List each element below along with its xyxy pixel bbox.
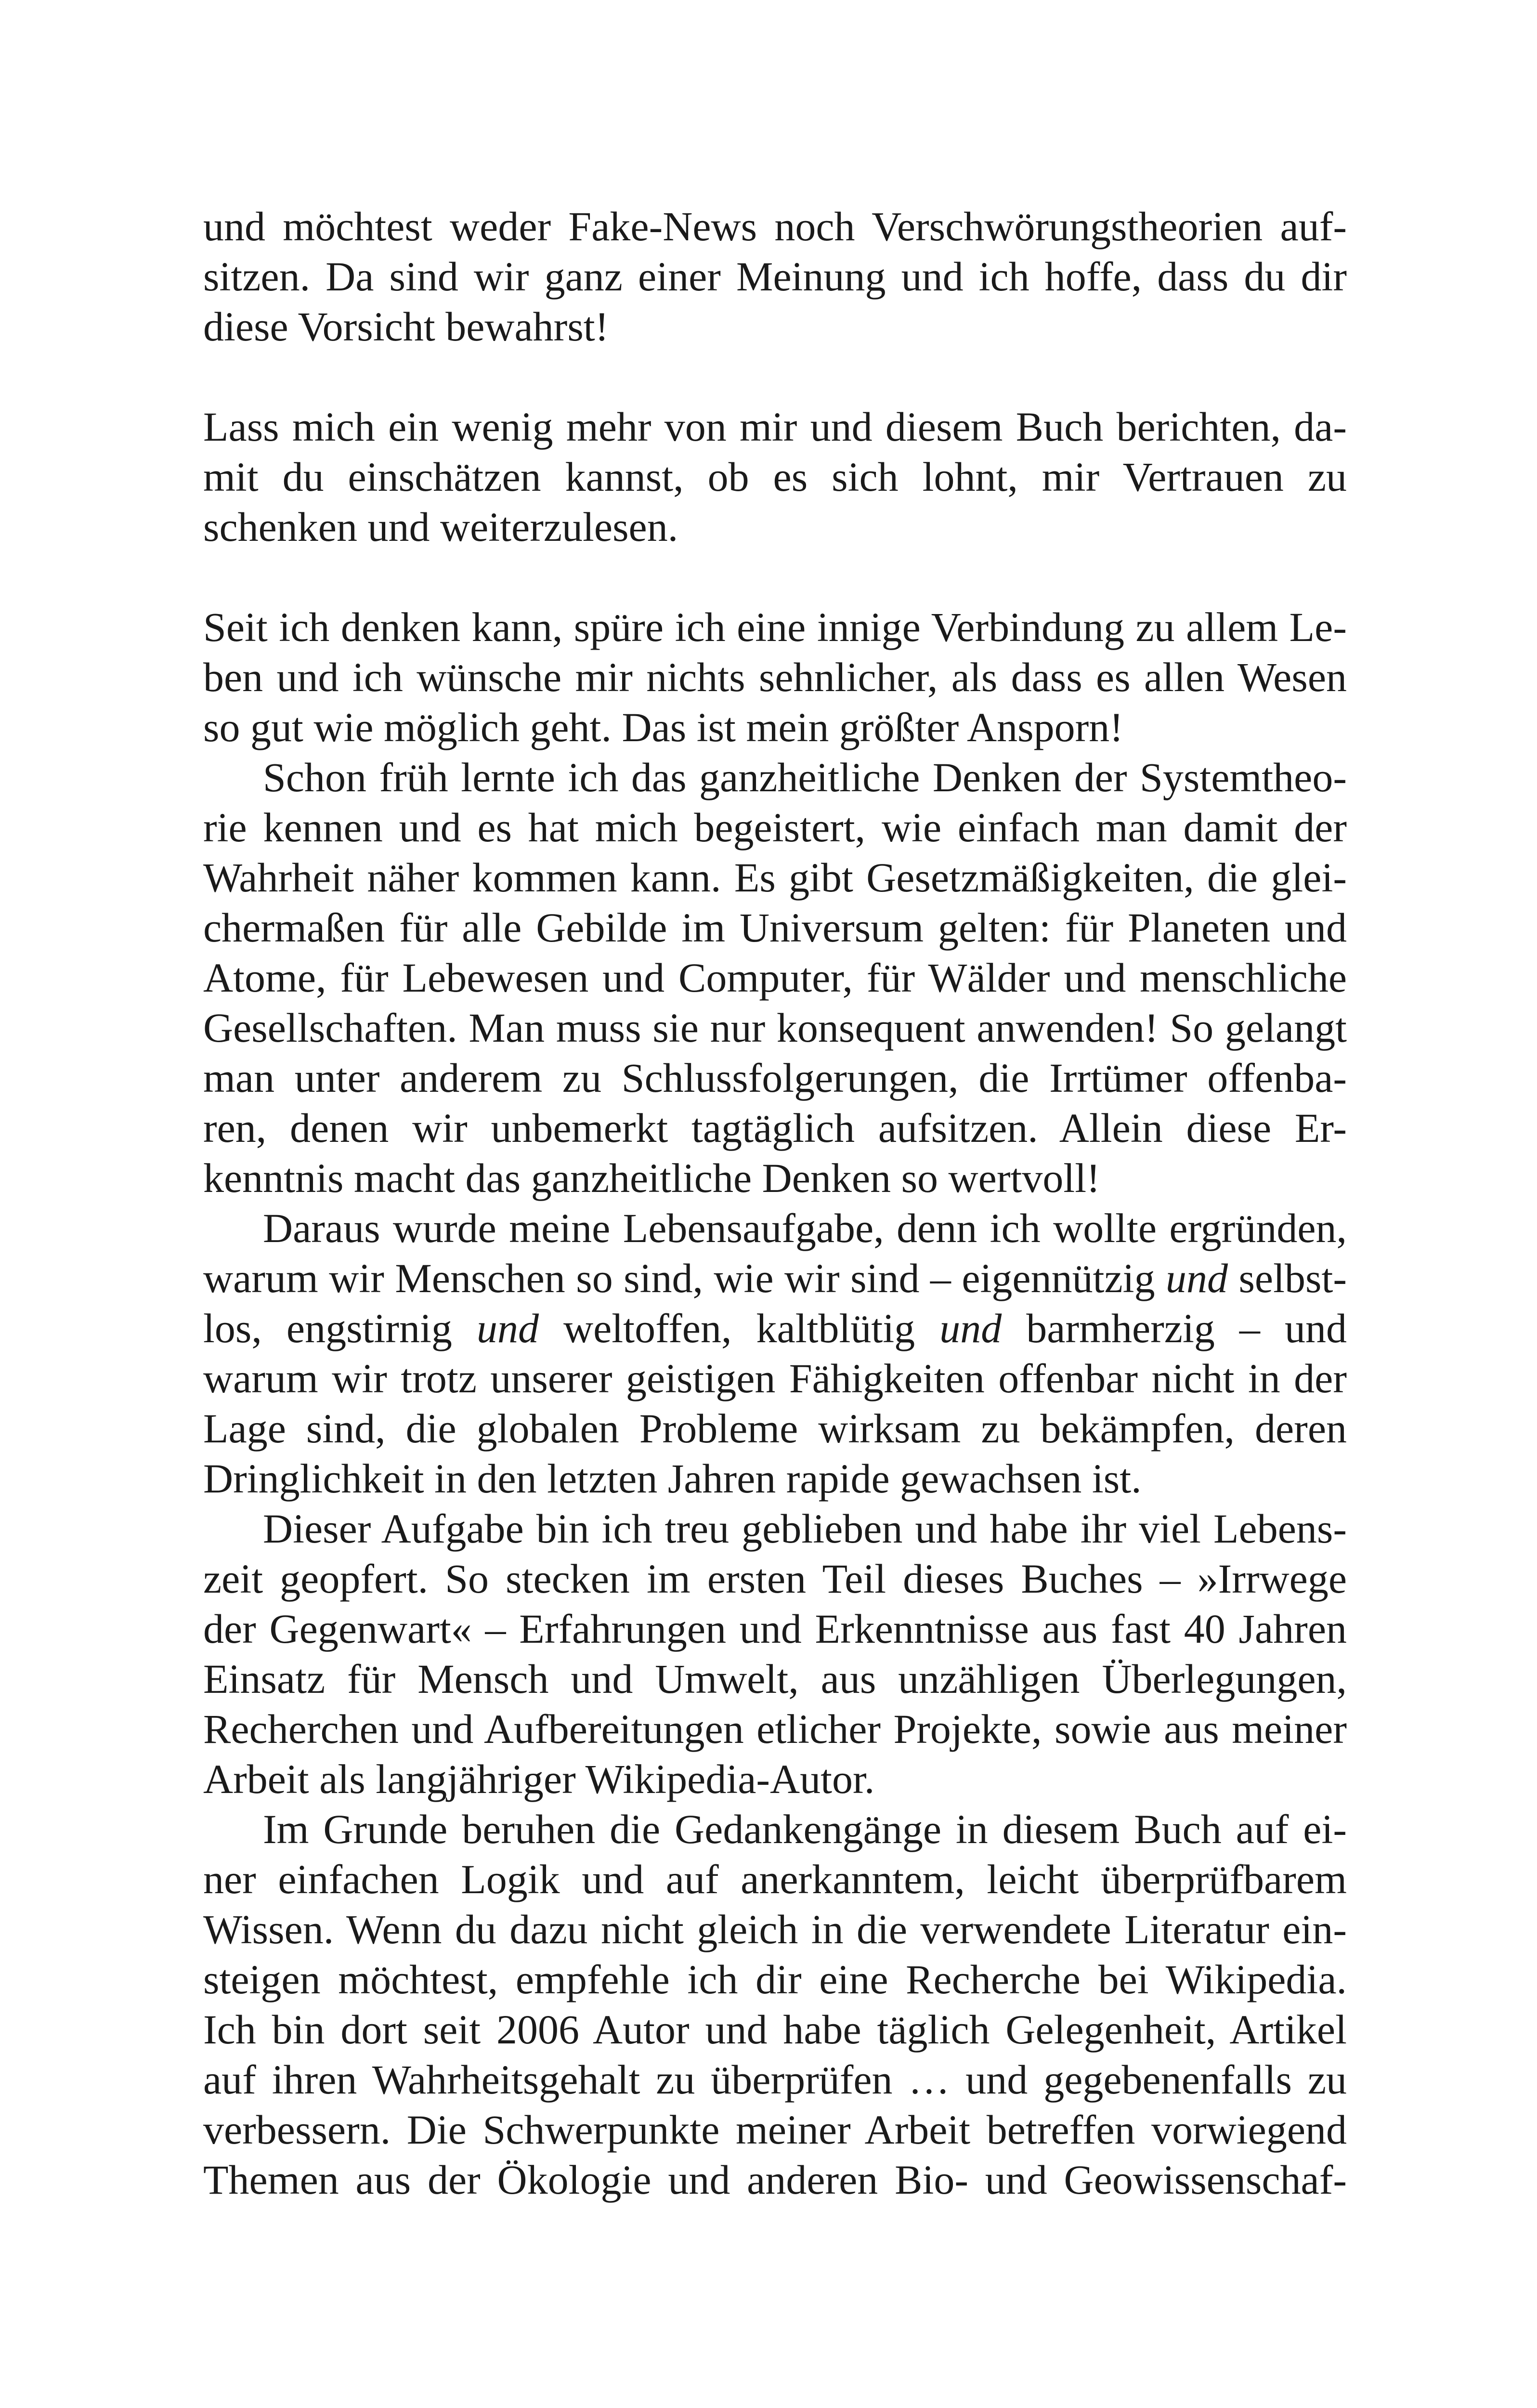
text-line: Themen aus der Ökologie und anderen Bio- und Geowissenschaf- <box>203 2157 1347 2203</box>
text-line: Lage sind, die globalen Probleme wirksam zu bekämpfen, deren <box>203 1405 1347 1452</box>
text-line: Dieser Aufgabe bin ich treu geblieben und habe ihr viel Lebens- <box>263 1505 1347 1552</box>
text-line: Seit ich denken kann, spüre ich eine innige Verbindung zu allem Le- <box>203 604 1347 650</box>
text-line: Wahrheit näher kommen kann. Es gibt Gesetzmäßigkeiten, die glei- <box>203 854 1347 901</box>
text-line: warum wir Menschen so sind, wie wir sind – eigennützig und selbst- <box>203 1255 1347 1301</box>
text-line: steigen möchtest, empfehle ich dir eine Recherche bei Wikipedia. <box>203 1956 1347 2002</box>
paragraph <box>203 1504 1347 1804</box>
text-line: rie kennen und es hat mich begeistert, wie einfach man damit der <box>203 804 1347 851</box>
text-line: diese Vorsicht bewahrst! <box>203 303 609 350</box>
text-line: Atome, für Lebewesen und Computer, für Wälder und menschliche <box>203 955 1347 1001</box>
text-line: Recherchen und Aufbereitungen etlicher Projekte, sowie aus meiner <box>203 1706 1347 1752</box>
paragraph <box>203 402 1347 552</box>
text-line: schenken und weiterzulesen. <box>203 504 678 550</box>
text-line: ren, denen wir unbemerkt tagtäglich aufsitzen. Allein diese Er- <box>203 1105 1347 1151</box>
text-line: kenntnis macht das ganzheitliche Denken so wertvoll! <box>203 1155 1100 1201</box>
text-line: Wissen. Wenn du dazu nicht gleich in die verwendete Literatur ein- <box>203 1906 1347 1952</box>
text-line: mit du einschätzen kannst, ob es sich lohnt, mir Vertrauen zu <box>203 454 1347 500</box>
text-line: Gesellschaften. Man muss sie nur konsequent anwenden! So gelangt <box>203 1005 1347 1051</box>
text-line: Daraus wurde meine Lebensaufgabe, denn ich wollte ergründen, <box>263 1205 1347 1251</box>
text-line: los, engstirnig und weltoffen, kaltblütig und barmherzig – und <box>203 1305 1347 1351</box>
text-line: und möchtest weder Fake-News noch Verschwörungstheorien auf- <box>203 203 1347 249</box>
text-line: Arbeit als langjähriger Wikipedia-Autor. <box>203 1756 875 1802</box>
text-line: zeit geopfert. So stecken im ersten Teil dieses Buches – »Irrwege <box>203 1556 1347 1602</box>
text-line: chermaßen für alle Gebilde im Universum gelten: für Planeten und <box>203 904 1347 951</box>
text-line: auf ihren Wahrheitsgehalt zu überprüfen … und gegebenenfalls zu <box>203 2056 1347 2103</box>
text-line: so gut wie möglich geht. Das ist mein größter Ansporn! <box>203 704 1123 750</box>
text-line: der Gegenwart« – Erfahrungen und Erkenntnisse aus fast 40 Jahren <box>203 1606 1347 1652</box>
text-line: sitzen. Da sind wir ganz einer Meinung und ich hoffe, dass du dir <box>203 253 1347 300</box>
text-line: Schon früh lernte ich das ganzheitliche Denken der Systemtheo- <box>263 754 1347 800</box>
paragraph <box>203 201 1347 352</box>
paragraph-gap <box>203 352 1347 402</box>
paragraph <box>203 752 1347 1203</box>
text-line: Im Grunde beruhen die Gedankengänge in diesem Buch auf ei- <box>263 1806 1347 1852</box>
book-page-text <box>203 201 1347 2205</box>
text-line: verbessern. Die Schwerpunkte meiner Arbeit betreffen vorwiegend <box>203 2107 1347 2153</box>
text-line: ben und ich wünsche mir nichts sehnlicher, als dass es allen Wesen <box>203 654 1347 700</box>
text-line: Einsatz für Mensch und Umwelt, aus unzähligen Überlegungen, <box>203 1656 1347 1702</box>
text-line: Ich bin dort seit 2006 Autor und habe täglich Gelegenheit, Artikel <box>203 2006 1347 2053</box>
paragraph-gap <box>203 552 1347 602</box>
paragraph <box>203 1804 1347 2205</box>
text-line: Dringlichkeit in den letzten Jahren rapide gewachsen ist. <box>203 1455 1142 1502</box>
paragraph <box>203 602 1347 752</box>
text-line: man unter anderem zu Schlussfolgerungen, die Irrtümer offenba- <box>203 1055 1347 1101</box>
text-line: Lass mich ein wenig mehr von mir und diesem Buch berichten, da- <box>203 404 1347 450</box>
text-line: warum wir trotz unserer geistigen Fähigkeiten offenbar nicht in der <box>203 1355 1347 1401</box>
paragraph <box>203 1203 1347 1504</box>
text-line: ner einfachen Logik und auf anerkanntem, leicht überprüfbarem <box>203 1856 1347 1902</box>
